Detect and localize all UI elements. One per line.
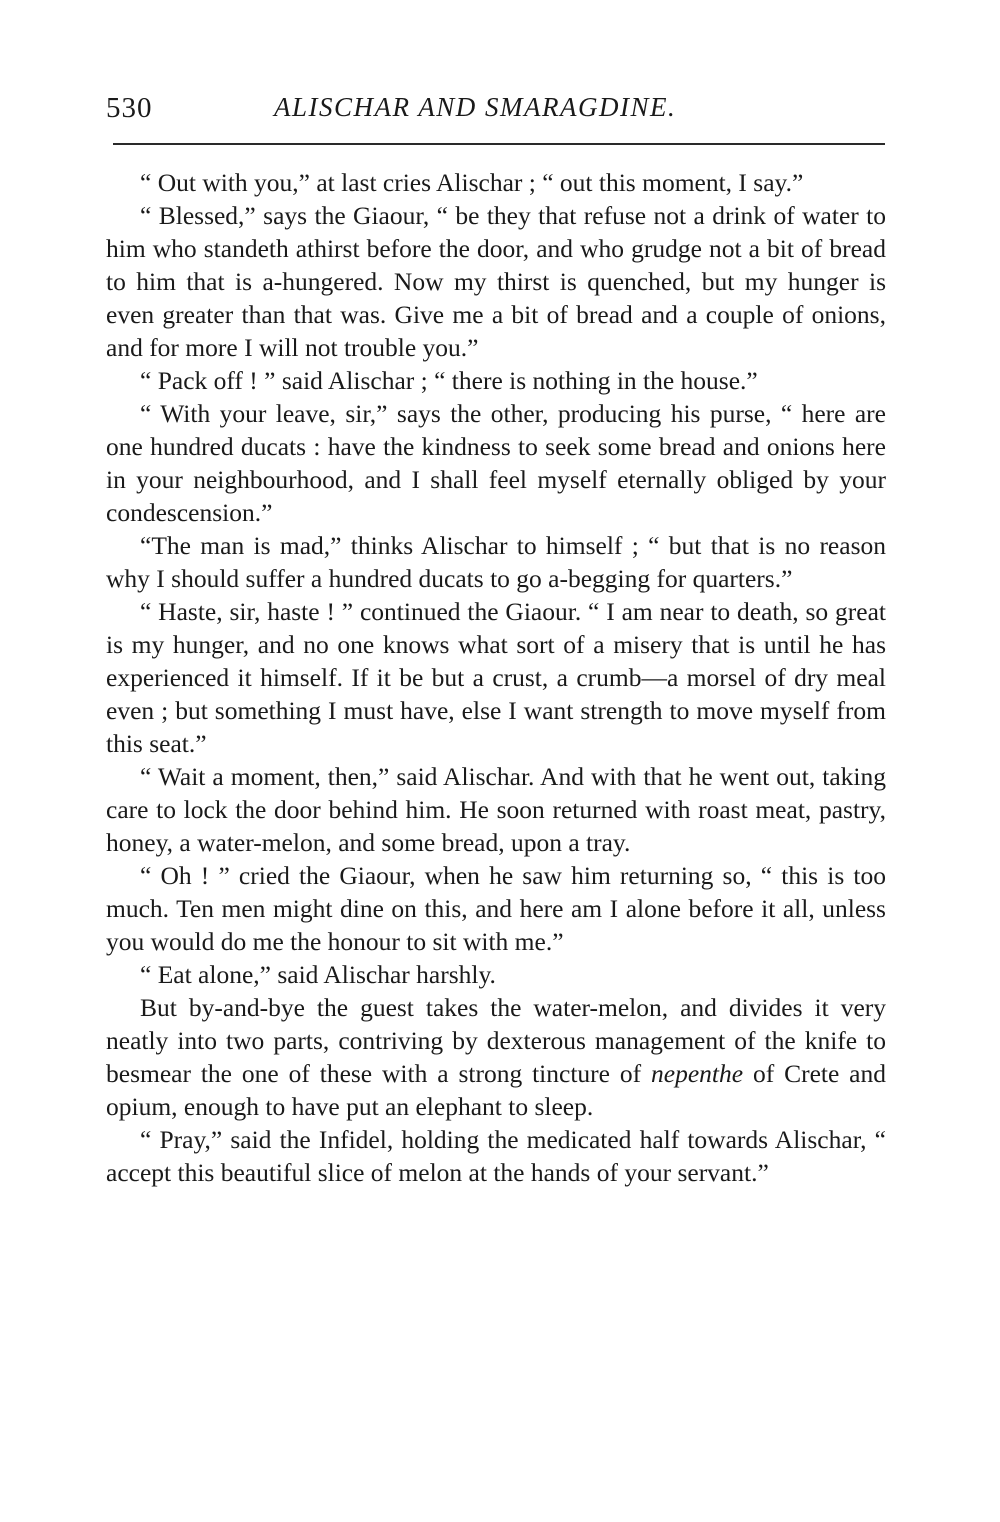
paragraph: “ Haste, sir, haste ! ” continued the Giaour. “ I am near to death, so great is my hunger, and no one knows what sort of a misery that is until he has experienced it himself. If it be but a crust, a crumb—a morsel of dry meal even ; but something I must have, else I want strength to move myself from this seat.” — [106, 597, 886, 758]
paragraph: “ Out with you,” at last cries Alischar ; “ out this moment, I say.” — [140, 168, 804, 197]
paragraph: “ Pack off ! ” said Alischar ; “ there is nothing in the house.” — [140, 366, 758, 395]
paragraph: “The man is mad,” thinks Alischar to himself ; “ but that is no reason why I should suffer a hundred ducats to go a-begging for quarters.” — [106, 531, 886, 593]
paragraph: “ Oh ! ” cried the Giaour, when he saw him returning so, “ this is too much. Ten men might dine on this, and here am I alone before it all, unless you would do me the honour to sit with me.” — [106, 861, 886, 956]
paragraph-text: of Crete and opium, enough to have put an elephant to sleep. — [106, 1059, 886, 1121]
paragraph: “ With your leave, sir,” says the other, producing his purse, “ here are one hundred ducats : have the kindness to seek some bread and onions here in your neighbourhood, and I shall feel myself eternally obliged by your condescension.” — [106, 399, 886, 527]
paragraph-melon — [106, 991, 886, 1123]
paragraph-text: But by-and-bye the guest takes the water-melon, and divides it very neatly into two parts, contriving by dexterous management of the knife to besmear the one of these with a strong tincture of — [106, 993, 886, 1088]
running-title: ALISCHAR AND SMARAGDINE. — [274, 92, 677, 122]
paragraph: “ Wait a moment, then,” said Alischar. And with that he went out, taking care to lock the door behind him. He soon returned with roast meat, pastry, honey, a water-melon, and some bread, upon a tray. — [106, 762, 886, 857]
page-header — [106, 92, 886, 132]
paragraph: “ Blessed,” says the Giaour, “ be they that refuse not a drink of water to him who standeth athirst before the door, and who grudge not a bit of bread to him that is a-hungered. Now my thirst is quenched, but my hunger is even greater than that was. Give me a bit of bread and a couple of onions, and for more I will not trouble you.” — [106, 201, 886, 362]
paragraph: “ Eat alone,” said Alischar harshly. — [140, 960, 496, 989]
page-number: 530 — [106, 92, 153, 124]
header-rule — [113, 143, 885, 145]
italic-word: nepenthe — [651, 1059, 744, 1088]
paragraph: “ Pray,” said the Infidel, holding the medicated half towards Alischar, “ accept this beautiful slice of melon at the hands of your servant.” — [106, 1125, 886, 1187]
body-text — [106, 166, 886, 1189]
